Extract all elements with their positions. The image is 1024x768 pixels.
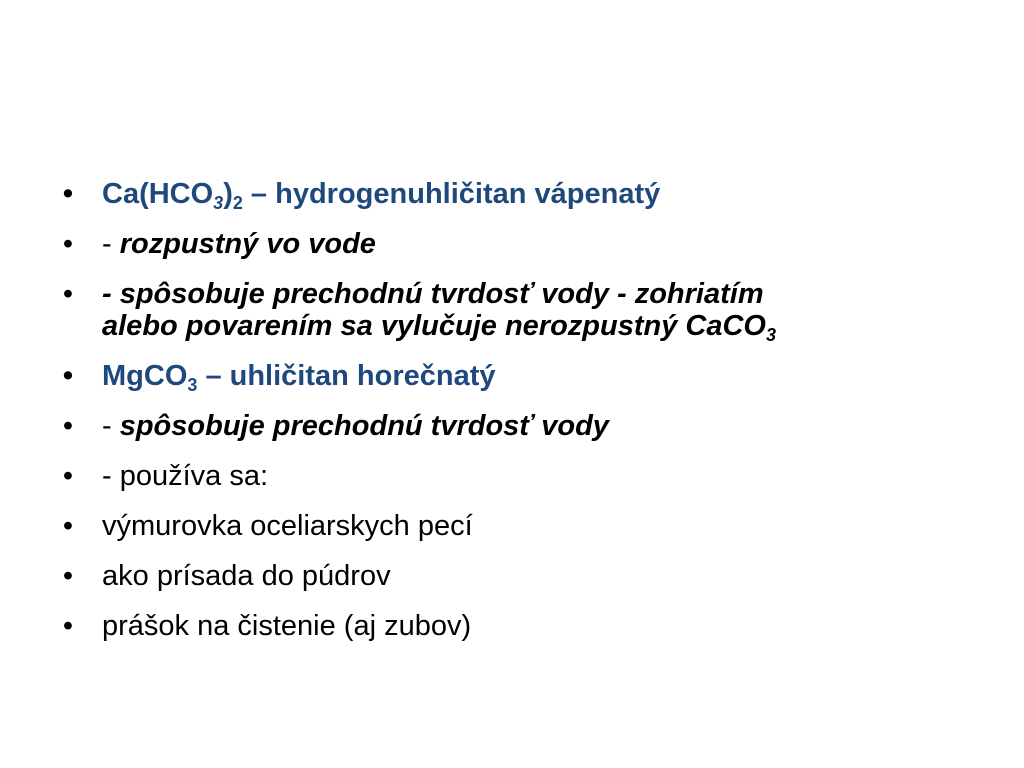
formula-subscript: 3 (187, 375, 198, 395)
bullet-icon: • (62, 560, 74, 592)
bullet-icon: • (62, 410, 74, 442)
bullet-icon: • (62, 278, 74, 310)
formula-subscript: 3 (213, 193, 224, 213)
bullet-item-calcium-bicarbonate (58, 178, 978, 213)
item-text: ako prísada do púdrov (102, 560, 391, 592)
bullet-item-cleaning-powder (58, 610, 978, 642)
bullet-item-temporary-hardness (58, 278, 978, 345)
item-text: spôsobuje prechodnú tvrdosť vody (119, 410, 609, 442)
item-dash: - (102, 228, 120, 260)
bullet-icon: • (62, 610, 74, 642)
item-text: prášok na čistenie (aj zubov) (102, 610, 472, 642)
item-text: výmurovka oceliarskych pecí (102, 510, 473, 542)
formula-prefix: MgCO (102, 360, 188, 392)
item-text: - používa sa: (102, 460, 269, 492)
bullet-item-furnace-lining (58, 510, 978, 542)
bullet-icon: • (62, 228, 74, 260)
bullet-icon: • (62, 510, 74, 542)
formula-prefix: Ca(HCO (102, 178, 214, 210)
item-dash: - (102, 410, 120, 442)
bullet-item-causes-hardness (58, 410, 978, 442)
item-text-line1: - spôsobuje prechodnú tvrdosť vody - zohriatím (102, 278, 764, 310)
item-text: – hydrogenuhličitan vápenatý (242, 178, 661, 210)
formula-close: ) (223, 178, 233, 210)
item-text: rozpustný vo vode (119, 228, 376, 260)
formula-subscript: 2 (232, 193, 243, 213)
bullet-icon: • (62, 178, 74, 210)
bullet-item-soluble (58, 228, 978, 260)
item-text-line2: alebo povarením sa vylučuje nerozpustný CaCO (102, 310, 766, 342)
item-text: – uhličitan horečnatý (197, 360, 496, 392)
formula-subscript: 3 (765, 325, 776, 345)
bullet-list (58, 178, 978, 660)
bullet-item-magnesium-carbonate (58, 360, 978, 395)
bullet-icon: • (62, 460, 74, 492)
bullet-item-uses (58, 460, 978, 492)
bullet-icon: • (62, 360, 74, 392)
bullet-item-powder-additive (58, 560, 978, 592)
